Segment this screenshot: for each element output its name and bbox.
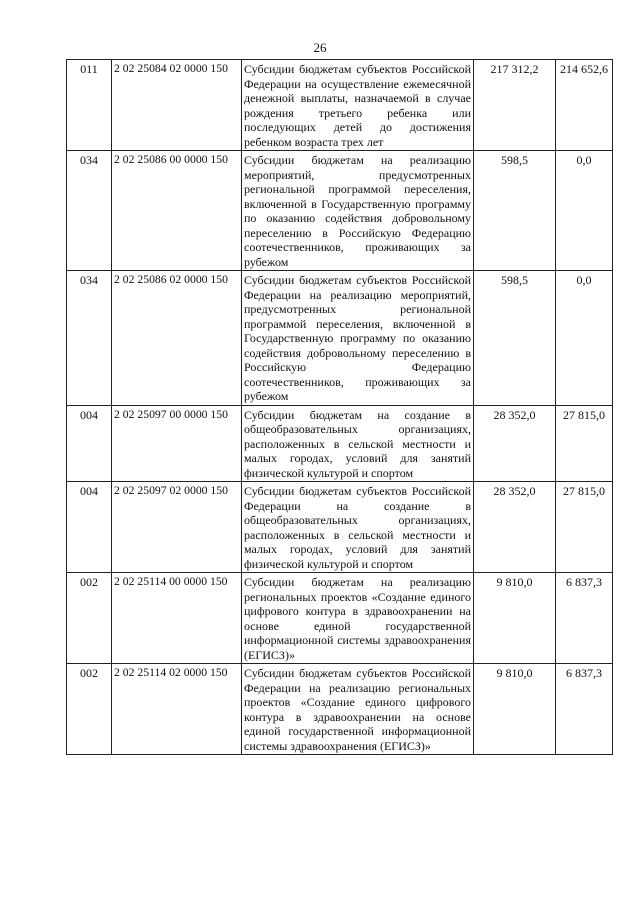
- executed-amount-cell: 27 815,0: [556, 405, 613, 482]
- classification-code-cell: 2 02 25084 02 0000 150: [112, 60, 242, 151]
- executed-amount-cell: 214 652,6: [556, 60, 613, 151]
- table-row: [67, 573, 613, 664]
- executed-amount-cell: 6 837,3: [556, 664, 613, 755]
- admin-code-cell: 002: [67, 573, 112, 664]
- classification-code-cell: 2 02 25097 02 0000 150: [112, 482, 242, 573]
- admin-code-cell: 011: [67, 60, 112, 151]
- admin-code-cell: 002: [67, 664, 112, 755]
- admin-code-cell: 004: [67, 405, 112, 482]
- planned-amount-cell: 28 352,0: [474, 405, 556, 482]
- revenue-name-cell: Субсидии бюджетам на создание в общеобразовательных организациях, расположенных в сельской местности и малых городах, условий для занятий физической культурой и спортом: [242, 405, 474, 482]
- page-number: 26: [313, 40, 327, 55]
- executed-amount-cell: 6 837,3: [556, 573, 613, 664]
- revenue-name-cell: Субсидии бюджетам субъектов Российской Федерации на создание в общеобразовательных организациях, расположенных в сельской местности и малых городах, условий для занятий физической культурой и спортом: [242, 482, 474, 573]
- planned-amount-cell: 9 810,0: [474, 573, 556, 664]
- revenue-name-cell: Субсидии бюджетам субъектов Российской Федерации на реализацию мероприятий, предусмотренных региональной программой переселения, включенной в Государственную программу по оказанию содействия добровольному переселению в Российскую Федерацию соотечественников, проживающих за рубежом: [242, 271, 474, 406]
- executed-amount-cell: 0,0: [556, 271, 613, 406]
- classification-code-cell: 2 02 25086 00 0000 150: [112, 151, 242, 271]
- table-row: [67, 271, 613, 406]
- admin-code-cell: 004: [67, 482, 112, 573]
- table-row: [67, 482, 613, 573]
- table-row: [67, 664, 613, 755]
- classification-code-cell: 2 02 25114 02 0000 150: [112, 664, 242, 755]
- revenue-name-cell: Субсидии бюджетам субъектов Российской Федерации на реализацию региональных проектов «Создание единого цифрового контура в здравоохранении на основе единой государственной информационной системы здравоохранения (ЕГИСЗ)»: [242, 664, 474, 755]
- planned-amount-cell: 9 810,0: [474, 664, 556, 755]
- planned-amount-cell: 217 312,2: [474, 60, 556, 151]
- table-row: [67, 405, 613, 482]
- classification-code-cell: 2 02 25097 00 0000 150: [112, 405, 242, 482]
- revenue-name-cell: Субсидии бюджетам субъектов Российской Федерации на осуществление ежемесячной денежной выплаты, назначаемой в случае рождения третьего ребенка или последующих детей до достижения ребенком возраста трех лет: [242, 60, 474, 151]
- revenue-name-cell: Субсидии бюджетам на реализацию мероприятий, предусмотренных региональной программой переселения, включенной в Государственную программу по оказанию содействия добровольному переселению в Российскую Федерацию соотечественников, проживающих за рубежом: [242, 151, 474, 271]
- planned-amount-cell: 28 352,0: [474, 482, 556, 573]
- classification-code-cell: 2 02 25114 00 0000 150: [112, 573, 242, 664]
- classification-code-cell: 2 02 25086 02 0000 150: [112, 271, 242, 406]
- revenue-name-cell: Субсидии бюджетам на реализацию региональных проектов «Создание единого цифрового контура в здравоохранении на основе единой государственной информационной системы здравоохранения (ЕГИСЗ)»: [242, 573, 474, 664]
- executed-amount-cell: 0,0: [556, 151, 613, 271]
- table-row: [67, 60, 613, 151]
- executed-amount-cell: 27 815,0: [556, 482, 613, 573]
- planned-amount-cell: 598,5: [474, 271, 556, 406]
- admin-code-cell: 034: [67, 151, 112, 271]
- budget-revenue-table: [66, 59, 613, 755]
- admin-code-cell: 034: [67, 271, 112, 406]
- table-row: [67, 151, 613, 271]
- planned-amount-cell: 598,5: [474, 151, 556, 271]
